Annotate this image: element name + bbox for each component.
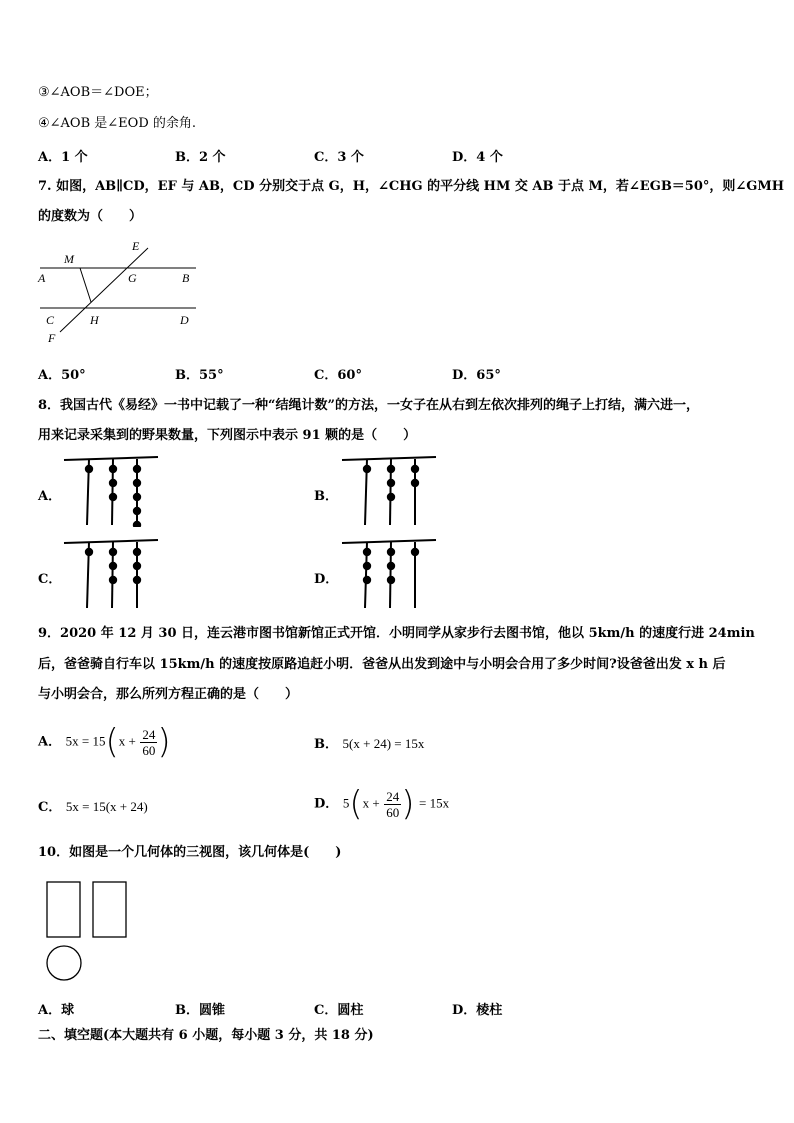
- knot: [109, 493, 117, 501]
- top-view-circle: [47, 946, 81, 980]
- knot: [109, 548, 117, 556]
- paren-open: (: [349, 784, 363, 824]
- q9-stem-line2: 后，爸爸骑自行车以 15km/h 的速度按原路追赶小明．爸爸从出发到途中与小明会合用了多少时间?设爸爸出发 x h 后: [38, 657, 726, 672]
- knot: [133, 521, 141, 527]
- q7-option-c[interactable]: C．60°: [314, 368, 362, 383]
- knot: [387, 576, 395, 584]
- top-rope: [64, 540, 158, 543]
- label-f: F: [48, 331, 56, 345]
- statement-3: ③∠AOB＝∠DOE；: [38, 85, 158, 100]
- q10-option-c[interactable]: C．圆柱: [314, 1003, 364, 1018]
- knot-figure-a: [60, 455, 162, 527]
- fraction-denominator: 60: [386, 804, 400, 820]
- fraction: [384, 789, 401, 820]
- knot: [133, 493, 141, 501]
- knot-figure-b: [338, 455, 440, 527]
- q8-option-a[interactable]: A．: [38, 489, 62, 504]
- knot: [133, 562, 141, 570]
- side-view-rect: [93, 882, 126, 937]
- knot: [109, 562, 117, 570]
- knot: [363, 548, 371, 556]
- knot: [363, 562, 371, 570]
- top-rope: [64, 457, 158, 460]
- label-m: M: [64, 252, 74, 266]
- q9-option-d-label: D．: [314, 796, 339, 812]
- knot: [109, 479, 117, 487]
- q9-option-d-left: 5: [342, 795, 350, 811]
- front-view-rect: [47, 882, 80, 937]
- q9-option-d[interactable]: [314, 784, 449, 824]
- statement-4: ④∠AOB 是∠EOD 的余角.: [38, 116, 197, 131]
- knot: [387, 562, 395, 570]
- q8-stem-line1: 8．我国古代《易经》一书中记载了一种“结绳计数”的方法，一女子在从右到左依次排列的绳子上打结，满六进一，: [38, 398, 700, 413]
- paren-open: (: [105, 722, 119, 762]
- label-d: D: [180, 313, 189, 327]
- label-g: G: [128, 271, 137, 285]
- label-h: H: [90, 313, 99, 327]
- q8-option-d[interactable]: D．: [314, 572, 339, 587]
- q7-stem-line1: 7. 如图，AB∥CD，EF 与 AB，CD 分别交于点 G，H，∠CHG 的平分线 HM 交 AB 于点 M，若∠EGB＝50°，则∠GMH: [38, 179, 785, 194]
- paren-close: ): [401, 784, 415, 824]
- label-e: E: [132, 239, 140, 253]
- fraction-numerator: 24: [386, 788, 400, 804]
- knot: [85, 465, 93, 473]
- knot: [85, 548, 93, 556]
- q10-option-b[interactable]: B．圆锥: [175, 1003, 225, 1018]
- q9-option-c-equation: 5x = 15(x + 24): [65, 799, 148, 814]
- q9-option-a-label: A．: [38, 734, 62, 750]
- q9-option-a-inner: x +: [118, 733, 136, 749]
- fraction-denominator: 60: [142, 742, 156, 758]
- q9-option-c[interactable]: [38, 796, 148, 815]
- knot-figure-c: [60, 538, 162, 610]
- knot: [387, 479, 395, 487]
- knot: [411, 465, 419, 473]
- q8-option-b[interactable]: B．: [314, 489, 338, 504]
- q9-option-b[interactable]: [314, 733, 424, 752]
- top-rope: [342, 540, 436, 543]
- q10-option-a[interactable]: A．球: [38, 1003, 75, 1018]
- knot-figure-d: [338, 538, 440, 610]
- paren-close: ): [157, 722, 171, 762]
- q7-figure: [30, 236, 210, 348]
- q6-option-a[interactable]: A．1 个: [38, 150, 88, 165]
- knot: [387, 465, 395, 473]
- knot: [411, 548, 419, 556]
- fraction: [140, 727, 157, 758]
- knot: [109, 576, 117, 584]
- knot: [411, 479, 419, 487]
- label-a: A: [38, 271, 46, 285]
- top-rope: [342, 457, 436, 460]
- knot: [363, 465, 371, 473]
- knot: [133, 576, 141, 584]
- knot: [363, 576, 371, 584]
- q10-three-views: [40, 878, 140, 984]
- q10-stem: 10．如图是一个几何体的三视图，该几何体是( ): [38, 845, 342, 860]
- q7-stem-line2: 的度数为（ ）: [38, 209, 143, 224]
- section-2-heading: 二、填空题(本大题共有 6 小题，每小题 3 分，共 18 分): [38, 1028, 374, 1043]
- knot: [133, 548, 141, 556]
- q7-option-d[interactable]: D．65°: [452, 368, 501, 383]
- q6-option-c[interactable]: C．3 个: [314, 150, 364, 165]
- q9-option-d-inner: x +: [362, 795, 380, 811]
- q8-stem-line2: 用来记录采集到的野果数量，下列图示中表示 91 颗的是（ ）: [38, 428, 417, 443]
- q10-option-d[interactable]: D．棱柱: [452, 1003, 503, 1018]
- q9-stem-line3: 与小明会合，那么所列方程正确的是（ ）: [38, 687, 299, 702]
- knot: [133, 507, 141, 515]
- q7-option-b[interactable]: B．55°: [175, 368, 224, 383]
- q9-option-a-left: 5x = 15: [65, 733, 106, 749]
- q9-option-d-right: = 15x: [419, 795, 450, 811]
- knot: [133, 479, 141, 487]
- knot: [387, 548, 395, 556]
- q9-stem-line1: 9．2020 年 12 月 30 日，连云港市图书馆新馆正式开馆．小明同学从家步行去图书馆，他以 5km/h 的速度行进 24min: [38, 626, 755, 641]
- fraction-numerator: 24: [142, 726, 156, 742]
- q6-option-b[interactable]: B．2 个: [175, 150, 226, 165]
- q7-option-a[interactable]: A．50°: [38, 368, 86, 383]
- q8-option-c[interactable]: C．: [38, 572, 62, 587]
- label-b: B: [182, 271, 190, 285]
- q9-option-a[interactable]: [38, 722, 171, 762]
- label-c: C: [46, 313, 55, 327]
- knot: [109, 465, 117, 473]
- q9-option-c-label: C．: [38, 800, 62, 815]
- knot: [133, 465, 141, 473]
- q6-option-d[interactable]: D．4 个: [452, 150, 503, 165]
- q9-option-b-label: B．: [314, 737, 338, 752]
- knot: [387, 493, 395, 501]
- q9-option-b-equation: 5(x + 24) = 15x: [342, 736, 425, 751]
- line-hm: [80, 268, 91, 302]
